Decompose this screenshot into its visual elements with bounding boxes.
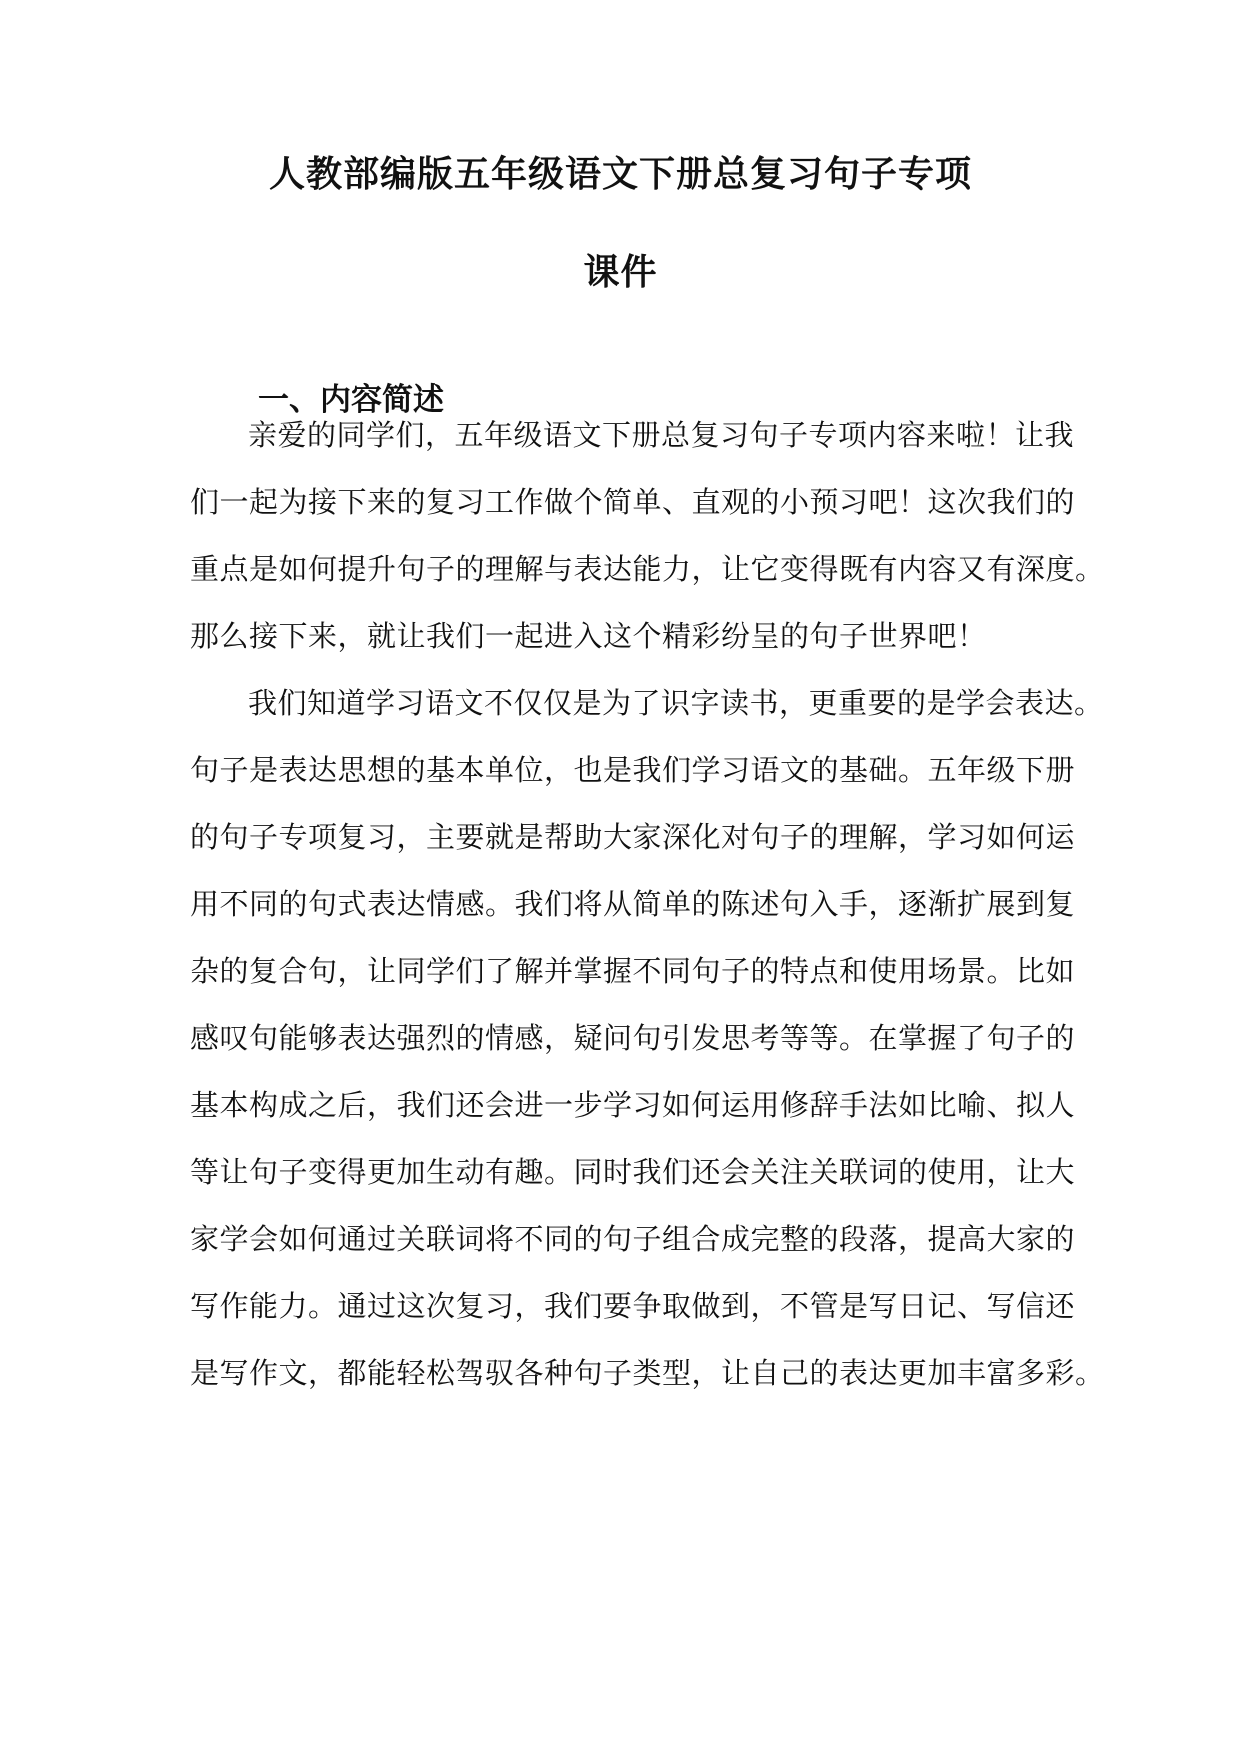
paragraph-2-line: 家学会如何通过关联词将不同的句子组合成完整的段落，提高大家的 <box>190 1222 1076 1256</box>
paragraph-2-line: 杂的复合句，让同学们了解并掌握不同句子的特点和使用场景。比如 <box>190 954 1076 988</box>
paragraph-2-line: 的句子专项复习，主要就是帮助大家深化对句子的理解，学习如何运 <box>190 820 1076 854</box>
paragraph-2-line: 基本构成之后，我们还会进一步学习如何运用修辞手法如比喻、拟人 <box>190 1088 1076 1122</box>
paragraph-1-line: 那么接下来，就让我们一起进入这个精彩纷呈的句子世界吧！ <box>190 619 987 653</box>
paragraph-2-line: 感叹句能够表达强烈的情感，疑问句引发思考等等。在掌握了句子的 <box>190 1021 1076 1055</box>
paragraph-1-line: 重点是如何提升句子的理解与表达能力，让它变得既有内容又有深度。 <box>190 552 1105 586</box>
paragraph-2-line: 是写作文，都能轻松驾驭各种句子类型，让自己的表达更加丰富多彩。 <box>190 1356 1105 1390</box>
document-title-line-2: 课件 <box>583 252 658 293</box>
paragraph-2-line: 等让句子变得更加生动有趣。同时我们还会关注关联词的使用，让大 <box>190 1155 1076 1189</box>
paragraph-2-line: 写作能力。通过这次复习，我们要争取做到，不管是写日记、写信还 <box>190 1289 1076 1323</box>
section-heading: 一、内容简述 <box>258 382 444 418</box>
paragraph-2-line: 我们知道学习语文不仅仅是为了识字读书，更重要的是学会表达。 <box>248 686 1104 720</box>
paragraph-1-line: 们一起为接下来的复习工作做个简单、直观的小预习吧！这次我们的 <box>190 485 1076 519</box>
paragraph-2-line: 句子是表达思想的基本单位，也是我们学习语文的基础。五年级下册 <box>190 753 1076 787</box>
paragraph-2-line: 用不同的句式表达情感。我们将从简单的陈述句入手，逐渐扩展到复 <box>190 887 1076 921</box>
paragraph-1-line: 亲爱的同学们，五年级语文下册总复习句子专项内容来啦！让我 <box>248 418 1075 452</box>
document-title-line-1: 人教部编版五年级语文下册总复习句子专项 <box>268 154 972 195</box>
